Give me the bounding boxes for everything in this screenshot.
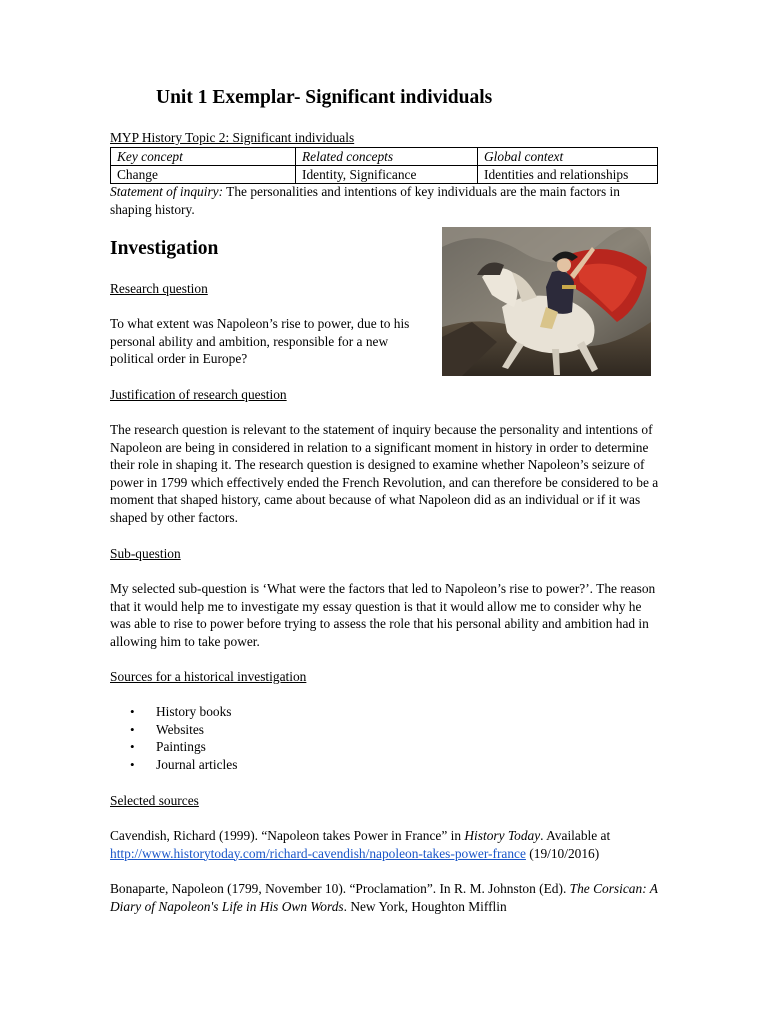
cell-related-concepts: Identity, Significance — [296, 166, 478, 184]
sub-question-text: My selected sub-question is ‘What were the factors that led to Napoleon’s rise to power?’. The reason that it would help me to investigate my essay question is that it would allow me to consider why he was able to rise to power before trying to assess the role that his personal ability and ambition had in allowing him to take power. — [110, 581, 656, 649]
topic-line: MYP History Topic 2: Significant individuals — [110, 130, 355, 145]
cell-global-context: Identities and relationships — [478, 166, 658, 184]
sources-heading: Sources for a historical investigation — [110, 669, 307, 684]
bullet-icon: • — [130, 721, 135, 737]
header-related-concepts: Related concepts — [296, 148, 478, 166]
napoleon-painting — [442, 227, 651, 376]
page-title: Unit 1 Exemplar- Significant individuals — [156, 87, 493, 108]
concepts-table — [110, 147, 658, 184]
investigation-heading: Investigation — [110, 238, 219, 259]
source-citation-1: Cavendish, Richard (1999). “Napoleon takes Power in France” in History Today. Available at http://www.historytoday.com/richard-cavendish/napoleon-takes-power-france (19/10/2016) — [110, 828, 611, 861]
table-row — [111, 166, 658, 184]
list-item: • Websites — [130, 721, 205, 737]
source-citation-2: Bonaparte, Napoleon (1799, November 10). “Proclamation”. In R. M. Johnston (Ed). The Corsican: A Diary of Napoleon's Life in His Own Words. New York, Houghton Mifflin — [110, 881, 658, 914]
list-item: • History books — [130, 704, 232, 719]
research-question-heading: Research question — [110, 281, 208, 296]
bullet-icon: • — [130, 739, 135, 755]
statement-of-inquiry — [110, 183, 662, 218]
list-item: • Paintings — [130, 739, 206, 755]
sources-list — [110, 703, 237, 773]
inquiry-text: The personalities and intentions of key individuals are the main factors in shaping history. — [110, 184, 620, 217]
journal-title: History Today — [464, 828, 541, 843]
list-item: • Journal articles — [130, 756, 238, 772]
sub-question-heading: Sub-question — [110, 546, 181, 561]
selected-sources-heading: Selected sources — [110, 793, 199, 808]
justification-text: The research question is relevant to the statement of inquiry because the personality and intentions of Napoleon are being in considered in relation to a significant moment in history in order to determine their role in shaping it. The research question is designed to examine whether Napoleon’s seizure of power in 1799 which effectively ended the French Revolution, and can therefore be considered to be a moment that shaped history, came about because of what Napoleon did as an individual or if it was shaped by other factors. — [110, 422, 659, 525]
research-question-text: To what extent was Napoleon’s rise to power, due to his personal ability and ambition, responsible for a new political order in Europe? — [110, 316, 410, 367]
header-key-concept: Key concept — [111, 148, 296, 166]
cell-key-concept: Change — [111, 166, 296, 184]
book-title: The Corsican: A Diary of Napoleon's Life in His Own Words — [110, 881, 658, 914]
justification-heading: Justification of research question — [110, 387, 287, 402]
table-header-row — [111, 148, 658, 166]
header-global-context: Global context — [478, 148, 658, 166]
source-link[interactable]: http://www.historytoday.com/richard-cavendish/napoleon-takes-power-france — [110, 845, 526, 861]
inquiry-label: Statement of inquiry: — [110, 184, 224, 199]
bullet-icon: • — [130, 704, 135, 719]
bullet-icon: • — [130, 756, 135, 772]
